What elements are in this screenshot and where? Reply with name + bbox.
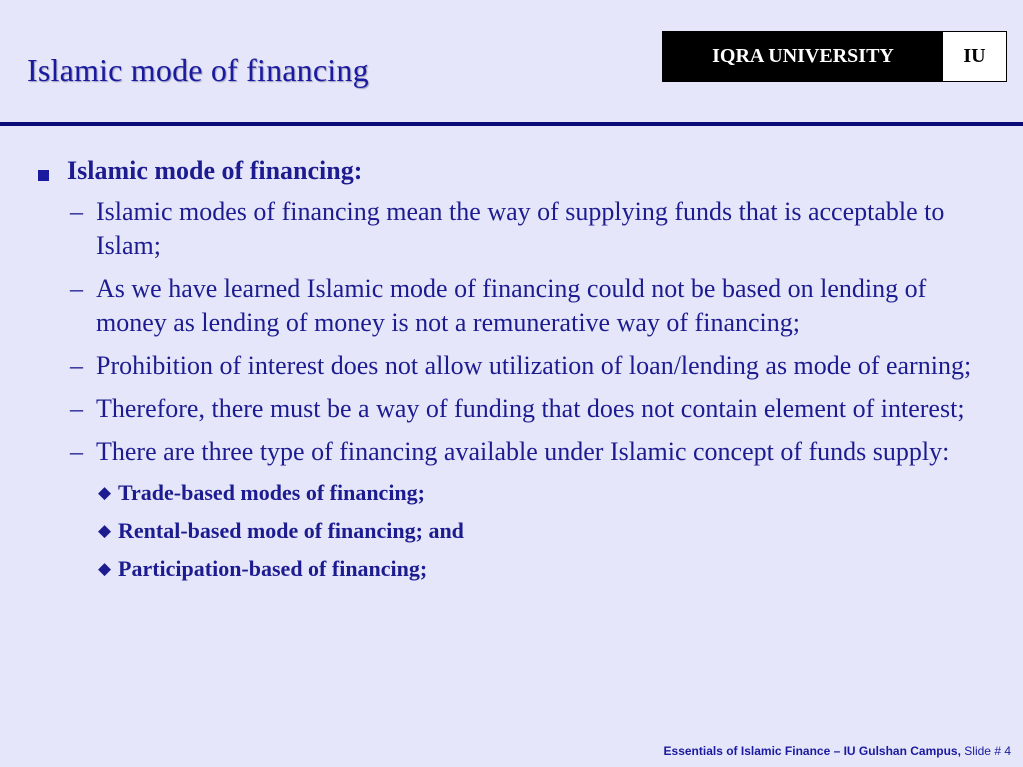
- dash-icon: –: [70, 274, 83, 303]
- slide-body: [38, 156, 998, 583]
- title-divider: [0, 122, 1023, 126]
- sub-point: [38, 435, 998, 469]
- slide-title: Islamic mode of financing: [27, 52, 369, 88]
- nested-point-text: Participation-based of financing;: [118, 556, 428, 581]
- sub-point-text: There are three type of financing available under Islamic concept of funds supply:: [96, 437, 950, 466]
- diamond-bullet-icon: ◆: [98, 483, 112, 502]
- footer-course: Essentials of Islamic Finance – IU Gulshan Campus,: [663, 744, 961, 758]
- sub-point: [38, 349, 998, 383]
- footer-slide-number: Slide # 4: [964, 744, 1011, 758]
- dash-icon: –: [70, 351, 83, 380]
- main-bullet-text: Islamic mode of financing:: [67, 156, 363, 185]
- nested-point-text: Rental-based mode of financing; and: [118, 518, 464, 543]
- sub-point: [38, 392, 998, 426]
- dash-icon: –: [70, 437, 83, 466]
- nested-point-text: Trade-based modes of financing;: [118, 480, 425, 505]
- nested-point: [38, 517, 998, 545]
- nested-point: [38, 555, 998, 583]
- slide-footer: [664, 744, 1011, 758]
- logo-name: IQRA UNIVERSITY: [663, 32, 943, 81]
- university-logo: [662, 31, 1007, 82]
- dash-icon: –: [70, 394, 83, 423]
- sub-point: [38, 195, 998, 263]
- nested-point: [38, 479, 998, 507]
- main-bullet: [38, 156, 998, 186]
- sub-point-text: Prohibition of interest does not allow utilization of loan/lending as mode of earning;: [96, 351, 972, 380]
- diamond-bullet-icon: ◆: [98, 521, 112, 540]
- diamond-bullet-icon: ◆: [98, 559, 112, 578]
- sub-point-text: As we have learned Islamic mode of financing could not be based on lending of money as lending of money is not a remunerative way of financing;: [96, 274, 927, 337]
- dash-icon: –: [70, 197, 83, 226]
- square-bullet-icon: [38, 170, 49, 181]
- logo-abbrev: IU: [943, 32, 1006, 81]
- sub-point: [38, 272, 998, 340]
- sub-point-text: Islamic modes of financing mean the way of supplying funds that is acceptable to Islam;: [96, 197, 945, 260]
- sub-point-text: Therefore, there must be a way of funding that does not contain element of interest;: [96, 394, 965, 423]
